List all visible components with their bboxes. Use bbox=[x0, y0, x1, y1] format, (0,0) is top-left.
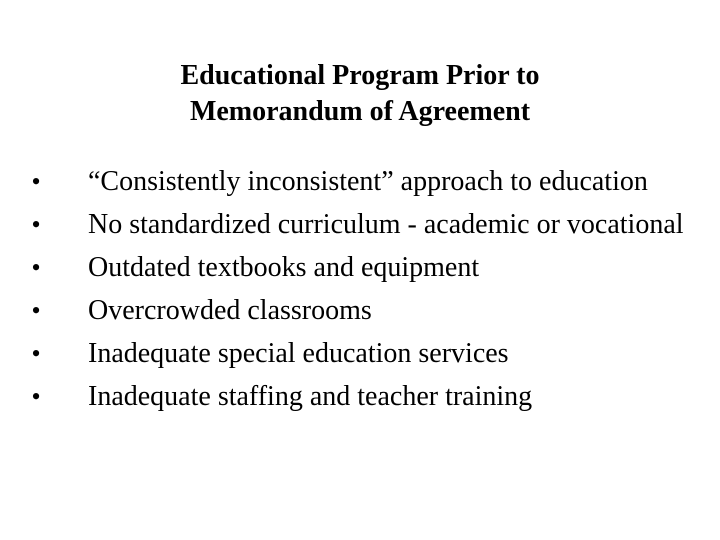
bullet-text: Inadequate special education services bbox=[88, 338, 509, 369]
bullet-list bbox=[26, 163, 686, 421]
bullet-item bbox=[26, 335, 686, 373]
bullet-text: “Consistently inconsistent” approach to education bbox=[88, 166, 648, 197]
bullet-item bbox=[26, 292, 686, 330]
title-line-1: Educational Program Prior to bbox=[180, 60, 540, 91]
bullet-text: No standardized curriculum - academic or vocational bbox=[88, 209, 684, 240]
bullet-item bbox=[26, 206, 686, 244]
bullet-item bbox=[26, 249, 686, 287]
bullet-text: Outdated textbooks and equipment bbox=[88, 252, 480, 283]
slide-title bbox=[60, 58, 660, 130]
title-line-2: Memorandum of Agreement bbox=[189, 96, 531, 127]
bullet-dot-icon: • bbox=[31, 382, 41, 411]
bullet-dot-icon: • bbox=[31, 210, 41, 239]
bullet-dot-icon: • bbox=[31, 339, 41, 368]
bullet-dot-icon: • bbox=[31, 167, 41, 196]
bullet-item bbox=[26, 163, 686, 201]
bullet-text: Overcrowded classrooms bbox=[88, 295, 372, 326]
bullet-dot-icon: • bbox=[31, 253, 41, 282]
bullet-dot-icon: • bbox=[31, 296, 41, 325]
bullet-item bbox=[26, 378, 686, 416]
bullet-text: Inadequate staffing and teacher training bbox=[88, 381, 533, 412]
